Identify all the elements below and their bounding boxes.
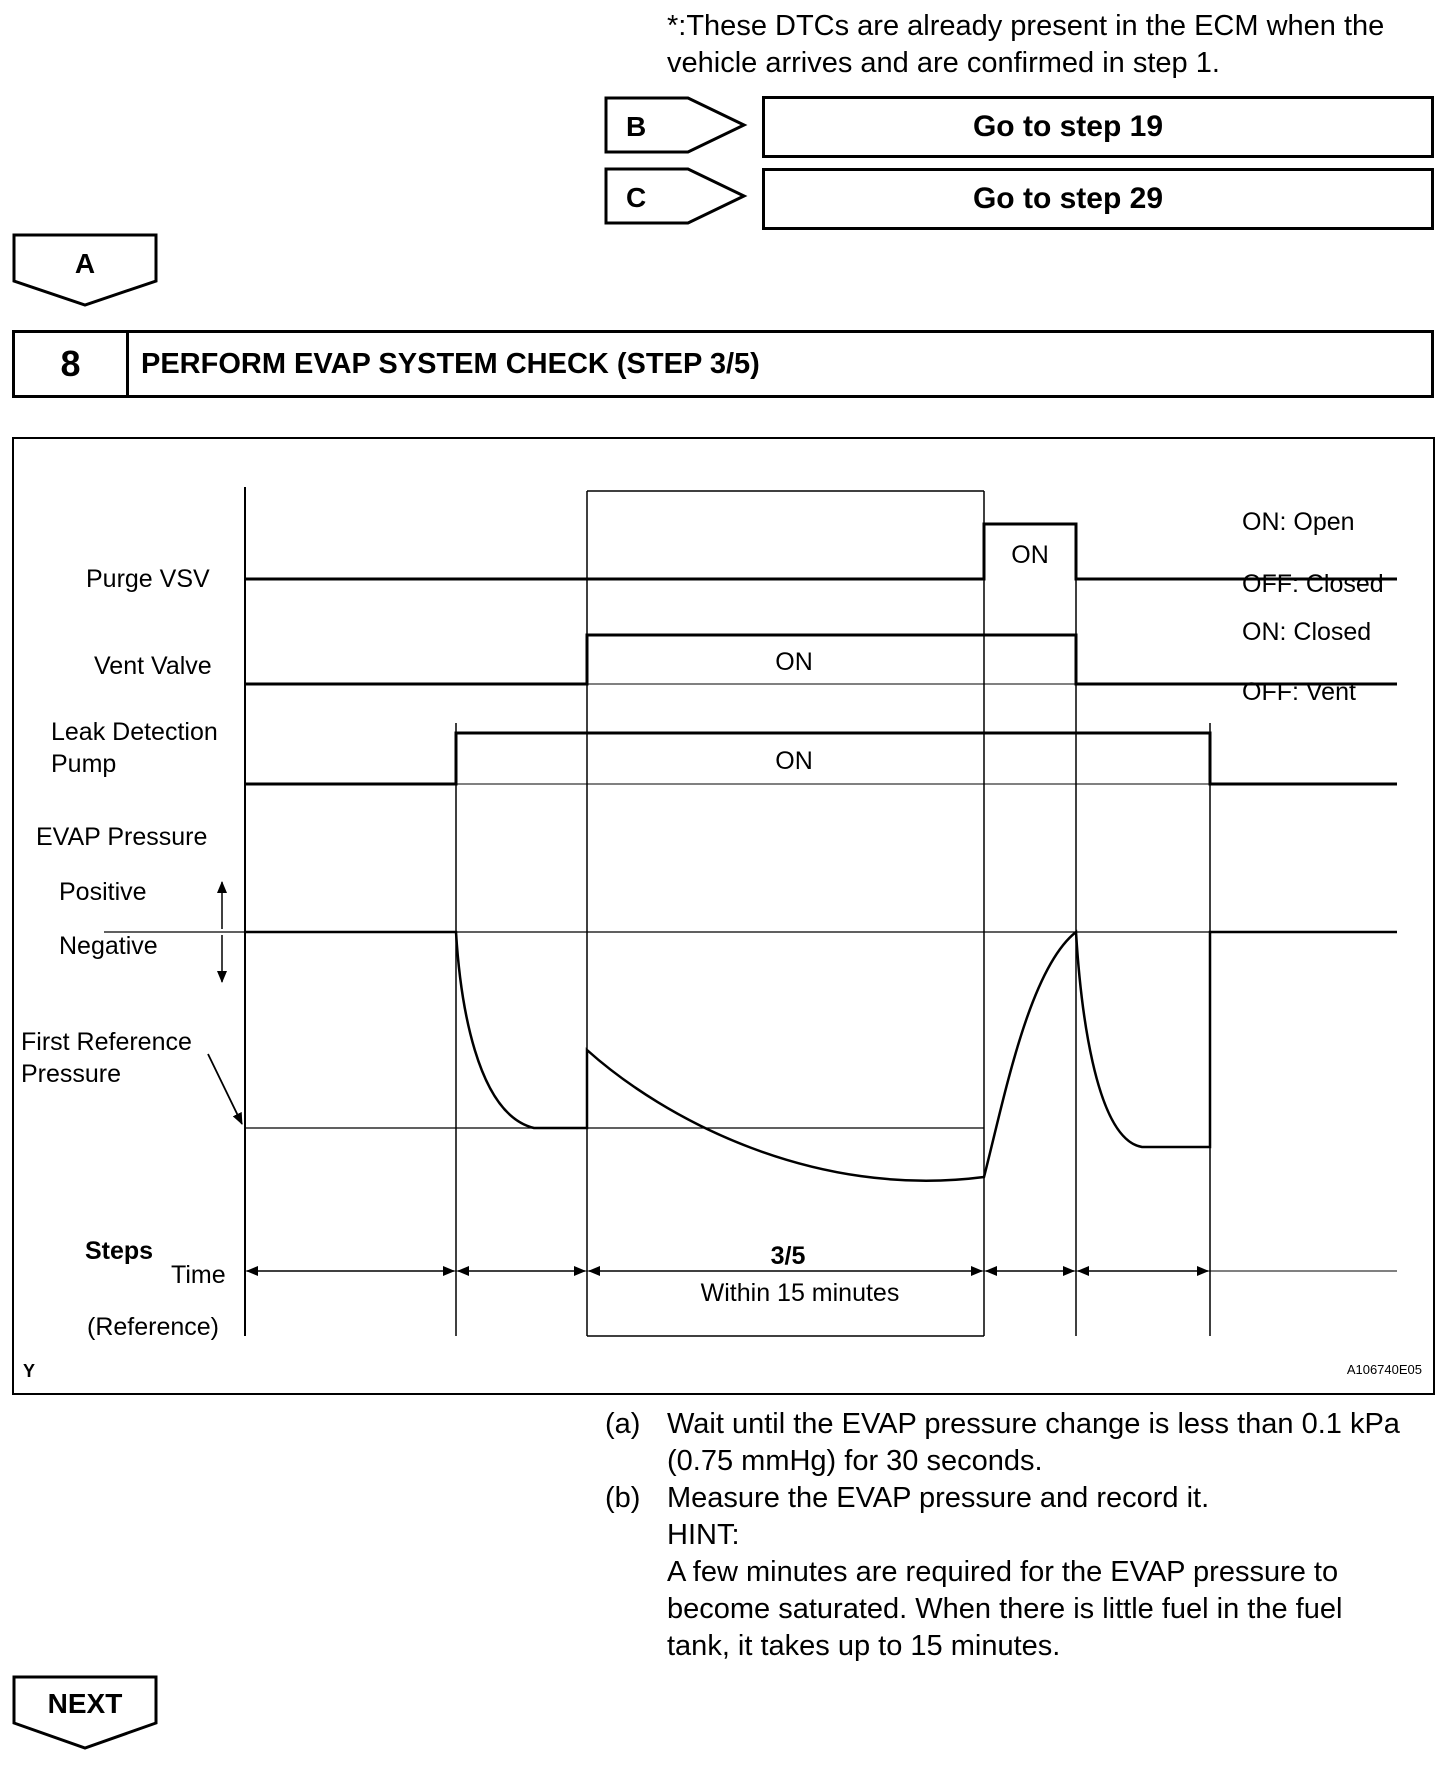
flow-a-arrow[interactable] <box>12 233 160 307</box>
step-duration-label: Within 15 minutes <box>700 1279 900 1307</box>
step-header <box>12 330 1434 398</box>
label-first-ref-2: Pressure <box>21 1060 122 1088</box>
legend-purge-off: OFF: Closed <box>1242 570 1384 598</box>
go-to-step-29-text: Go to step 29 <box>972 182 1164 215</box>
branch-b-key: B <box>626 111 647 142</box>
legend-vent-on: ON: Closed <box>1242 618 1372 646</box>
pump-signal <box>245 733 1397 784</box>
branch-b-tag[interactable] <box>604 96 750 154</box>
label-negative: Negative <box>59 932 158 960</box>
step-title: PERFORM EVAP SYSTEM CHECK (STEP 3/5) <box>141 347 760 380</box>
vent-on-label: ON <box>775 648 813 676</box>
legend-vent-off: OFF: Vent <box>1242 678 1356 706</box>
first-ref-pointer <box>208 1054 242 1124</box>
instructions <box>605 1406 1445 1665</box>
vent-valve-signal <box>245 635 1397 684</box>
purge-vsv-signal <box>245 524 1397 579</box>
dtc-note-line-1: *:These DTCs are already present in the ECM when the <box>667 10 1385 42</box>
label-first-ref-1: First Reference <box>21 1028 192 1056</box>
label-evap-pressure: EVAP Pressure <box>36 823 208 851</box>
instruction-b-line-4: become saturated. When there is little fuel in the fuel <box>667 1593 1343 1625</box>
figure-id: A106740E05 <box>1346 1362 1422 1377</box>
label-time: Time <box>171 1261 226 1289</box>
label-vent-valve: Vent Valve <box>94 652 212 680</box>
label-purge-vsv: Purge VSV <box>86 565 210 593</box>
next-arrow[interactable] <box>12 1675 160 1751</box>
instruction-b-line-5: tank, it takes up to 15 minutes. <box>667 1630 1061 1662</box>
go-to-step-29-box[interactable] <box>762 168 1434 230</box>
instruction-b-line-2: HINT: <box>667 1519 740 1551</box>
purge-on-label: ON <box>1011 541 1049 569</box>
evap-pressure-curve <box>245 932 1397 1181</box>
instruction-a-label: (a) <box>605 1408 641 1440</box>
label-positive: Positive <box>59 878 147 906</box>
go-to-step-19-text: Go to step 19 <box>972 110 1164 143</box>
instruction-b-label: (b) <box>605 1482 641 1514</box>
label-steps: Steps <box>85 1237 154 1265</box>
label-leak-pump-1: Leak Detection <box>51 718 218 746</box>
branch-c-key: C <box>626 182 647 213</box>
instruction-a-line-1: Wait until the EVAP pressure change is less than 0.1 kPa <box>667 1408 1400 1440</box>
branch-c-tag[interactable] <box>604 167 750 225</box>
instruction-b-line-1: Measure the EVAP pressure and record it. <box>667 1482 1210 1514</box>
next-label: NEXT <box>47 1688 123 1719</box>
flow-a-label: A <box>74 248 96 279</box>
label-reference: (Reference) <box>87 1313 219 1341</box>
label-leak-pump-2: Pump <box>51 750 117 778</box>
pump-on-label: ON <box>775 747 813 775</box>
instruction-a <box>605 1406 1445 1480</box>
step-3-5-label: 3/5 <box>770 1242 806 1270</box>
timing-diagram <box>12 437 1435 1395</box>
dtc-note <box>667 8 1447 82</box>
go-to-step-19-box[interactable] <box>762 96 1434 158</box>
dtc-note-line-2: vehicle arrives and are confirmed in step 1. <box>667 47 1220 79</box>
instruction-a-line-2: (0.75 mmHg) for 30 seconds. <box>667 1445 1043 1477</box>
timing-diagram-svg <box>14 439 1433 1393</box>
instruction-b <box>605 1480 1445 1665</box>
instruction-b-line-3: A few minutes are required for the EVAP pressure to <box>667 1556 1339 1588</box>
step-number: 8 <box>15 333 129 395</box>
corner-y: Y <box>23 1361 36 1381</box>
legend-purge-on: ON: Open <box>1242 508 1355 536</box>
